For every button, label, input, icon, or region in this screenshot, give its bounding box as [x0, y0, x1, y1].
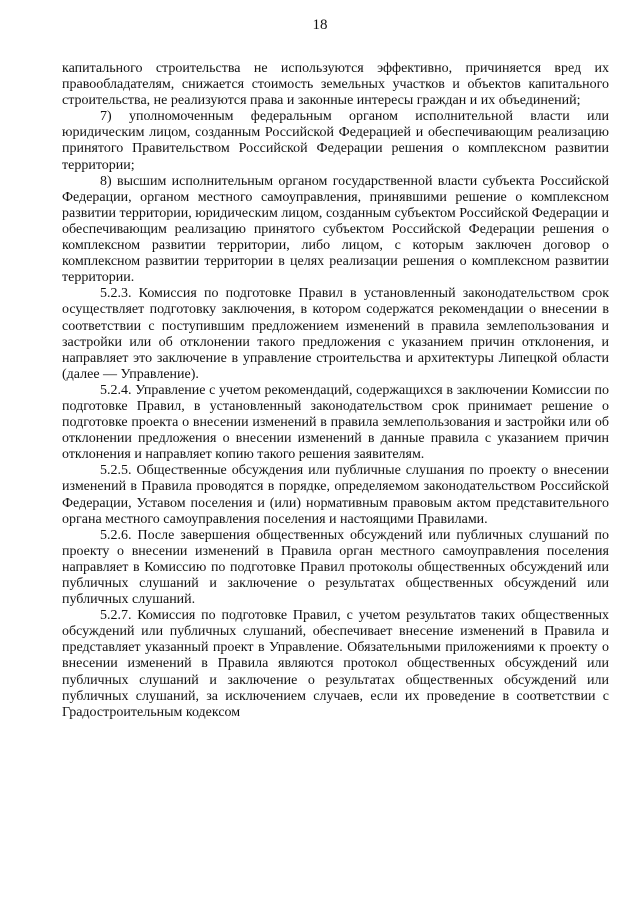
paragraph-5-2-5: 5.2.5. Общественные обсуждения или публичные слушания по проекту о внесении изменений в Правила проводятся в порядке, определяемом законодательством Российской Федерации, Уставом поселения и (или) нормативным правовым актом представительного органа местного самоуправления поселения и настоящими Правилами. [62, 463, 609, 527]
page-number: 18 [312, 17, 328, 33]
paragraph-continuation: капитального строительства не используются эффективно, причиняется вред их правообладателям, снижается стоимость земельных участков и объектов капитального строительства, не реализуются права и законные интересы граждан и их объединений; [62, 61, 609, 109]
paragraph-item-7: 7) уполномоченным федеральным органом исполнительной власти или юридическим лицом, созданным Российской Федерацией и обеспечивающим реализацию принятого Правительством Российской Федерации решения о комплексном развитии территории; [62, 109, 609, 173]
paragraph-5-2-4: 5.2.4. Управление с учетом рекомендаций, содержащихся в заключении Комиссии по подготовке Правил, в установленный законодательством срок принимает решение о подготовке проекта о внесении изменений в правила землепользования и застройки или об отклонении предложения о внесении изменений в данные правила с указанием причин отклонения и направляет копию такого решения заявителям. [62, 382, 609, 463]
paragraph-5-2-7: 5.2.7. Комиссия по подготовке Правил, с учетом результатов таких общественных обсуждений или публичных слушаний, обеспечивает внесение изменений в Правила и представляет указанный проект в Управление. Обязательными приложениями к проекту о внесении изменений в Правила являются протокол общественных обсуждений или публичных слушаний и заключение о результатах общественных обсуждений или публичных слушаний, за исключением случаев, если их проведение в соответствии с Градостроительным кодексом [62, 608, 609, 720]
document-body [62, 61, 609, 721]
paragraph-5-2-6: 5.2.6. После завершения общественных обсуждений или публичных слушаний по проекту о внесении изменений в Правила орган местного самоуправления поселения направляет в Комиссию по подготовке Правил протоколы общественных обсуждений или публичных слушаний и заключение о результатах общественных обсуждений или публичных слушаний. [62, 527, 609, 608]
paragraph-item-8: 8) высшим исполнительным органом государственной власти субъекта Российской Федерации, органом местного самоуправления, принявшими решение о комплексном развитии территории, юридическим лицом, созданным субъектом Российской Федерации и обеспечивающим реализацию принятого субъектом Российской Федерации решения о комплексном развитии территории, либо лицом, с которым заключен договор о комплексном развитии территории в целях реализации решения о комплексном развитии территории. [62, 173, 609, 286]
paragraph-5-2-3: 5.2.3. Комиссия по подготовке Правил в установленный законодательством срок осуществляет подготовку заключения, в котором содержатся рекомендации о внесении в соответствии с поступившим предложением изменений в правила землепользования и застройки или об отклонении такого предложения с указанием причин отклонения, и направляет это заключение в управление строительства и архитектуры Липецкой области (далее — Управление). [62, 286, 609, 382]
